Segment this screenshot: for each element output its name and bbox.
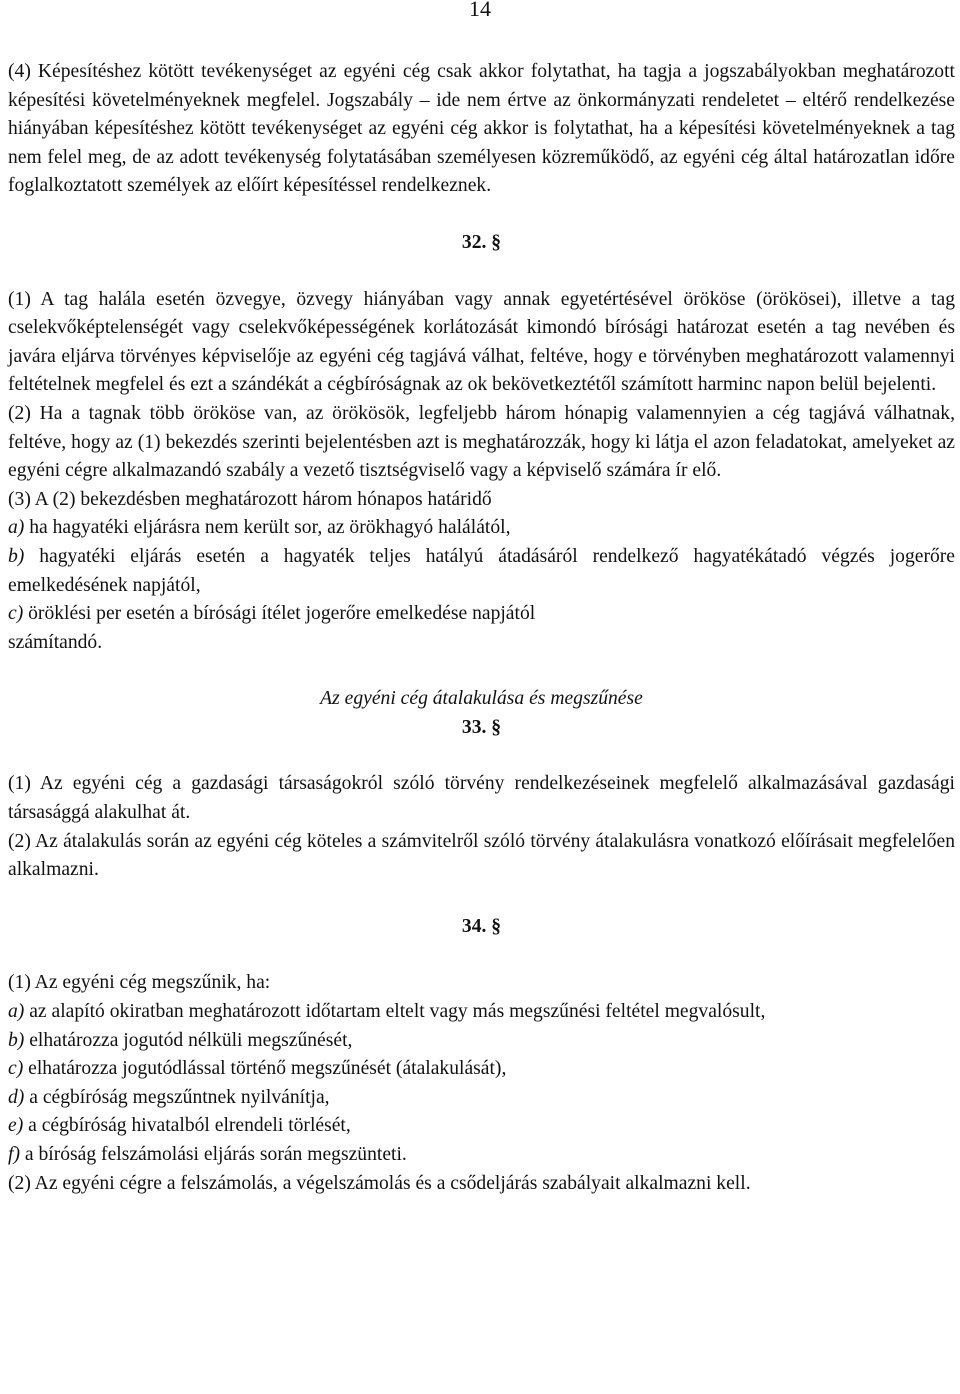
paragraph-32-1: (1) A tag halála esetén özvegye, özvegy hiányában vagy annak egyetértésével örököse (örökösei), illetve a tag cselekvőképtelenségét vagy cselekvőképességének korlátozását kimondó bírósági határozat esetén a tag nevében és javára eljárva törvényes képviselője az egyéni cég tagjává válhat, feltéve, hogy e törvényben meghatározott valamennyi feltételnek megfelel és ezt a szándékát a cégbíróságnak az ok bekövetkeztétől számított harminc napon belül bejelenti.	[8, 288, 955, 396]
list-text: hagyatéki eljárás esetén a hagyaték teljes hatályú átadásáról rendelkező hagyatékátadó végzés jogerőre emelkedésének napjától,	[8, 545, 955, 596]
paragraph-34-1: (1) Az egyéni cég megszűnik, ha:	[8, 972, 271, 994]
list-item-34-c	[8, 1055, 955, 1084]
list-item-32-c	[8, 600, 955, 629]
list-letter: e)	[8, 1115, 24, 1137]
list-letter: b)	[8, 1029, 25, 1051]
list-text: a cégbíróság hivatalból elrendeli törlését,	[23, 1115, 351, 1137]
paragraph-33-2: (2) Az átalakulás során az egyéni cég köteles a számvitelről szóló törvény átalakulásra vonatkozó előírásait megfelelően alkalmazni.	[8, 830, 955, 881]
list-text: ha hagyatéki eljárásra nem került sor, az örökhagyó halálától,	[24, 517, 511, 539]
paragraph-32-3: (3) A (2) bekezdésben meghatározott három hónapos határidő	[8, 488, 492, 510]
section-mark-32: 32. §	[461, 231, 502, 253]
list-text: a cégbíróság megszűntnek nyilvánítja,	[24, 1086, 330, 1108]
list-item-34-a	[8, 998, 955, 1027]
list-item-34-e	[8, 1112, 955, 1141]
list-text: elhatározza jogutódlással történő megszűnését (átalakulását),	[23, 1058, 507, 1080]
section-mark-34: 34. §	[461, 915, 502, 937]
list-item-34-f	[8, 1141, 955, 1170]
list-item-34-d	[8, 1084, 955, 1113]
chapter-heading: Az egyéni cég átalakulása és megszűnése	[320, 688, 643, 710]
list-letter: b)	[8, 545, 25, 567]
list-text: a bíróság felszámolási eljárás során megszünteti.	[19, 1144, 407, 1165]
section-mark-33: 33. §	[461, 716, 502, 738]
paragraph-31-4: (4) Képesítéshez kötött tevékenységet az egyéni cég csak akkor folytathat, ha tagja a jogszabályokban meghatározott képesítési követelményeknek megfelel. Jogszabály – ide nem értve az önkormányzati rendeletet – eltérő rendelkezése hiányában képesítéshez kötött tevékenységet az egyéni cég akkor is folytathat, ha a képesítési követelményeknek a tag nem felel meg, de az adott tevékenység folytatásában személyesen közreműködő, az egyéni cég által határozatlan időre foglalkoztatott személyek az előírt képesítéssel rendelkeznek.	[8, 61, 955, 197]
list-letter: d)	[8, 1086, 25, 1108]
list-letter: a)	[8, 517, 25, 539]
paragraph-34-2: (2) Az egyéni cégre a felszámolás, a végelszámolás és a csődeljárás szabályait alkalmazni kell.	[8, 1172, 751, 1194]
document-body	[8, 58, 955, 1198]
list-letter: a)	[8, 1001, 25, 1023]
list-item-32-a	[8, 514, 955, 543]
page-number: 14	[469, 0, 491, 21]
list-letter: c)	[8, 1058, 24, 1080]
list-item-32-b	[8, 543, 955, 600]
paragraph-32-2: (2) Ha a tagnak több örököse van, az örökösök, legfeljebb három hónapig valamennyien a cég tagjává válhatnak, feltéve, hogy az (1) bekezdés szerinti bejelentésben azt is meghatározzák, hogy ki látja el azon feladatokat, amelyeket az egyéni cégre alkalmazandó szabály a vezető tisztségviselő vagy a képviselő számára ír elő.	[8, 402, 955, 482]
list-text: az alapító okiratban meghatározott időtartam eltelt vagy más megszűnési feltétel megvalósult,	[24, 1001, 766, 1023]
list-letter: c)	[8, 603, 24, 625]
paragraph-32-closing: számítandó.	[8, 631, 103, 653]
list-text: elhatározza jogutód nélküli megszűnését,	[24, 1029, 353, 1051]
paragraph-33-1: (1) Az egyéni cég a gazdasági társaságokról szóló törvény rendelkezéseinek megfelelő alkalmazásával gazdasági társasággá alakulhat át.	[8, 773, 955, 824]
list-letter: f)	[8, 1144, 20, 1165]
list-item-34-b	[8, 1027, 955, 1056]
list-text: öröklési per esetén a bírósági ítélet jogerőre emelkedése napjától	[23, 603, 536, 625]
